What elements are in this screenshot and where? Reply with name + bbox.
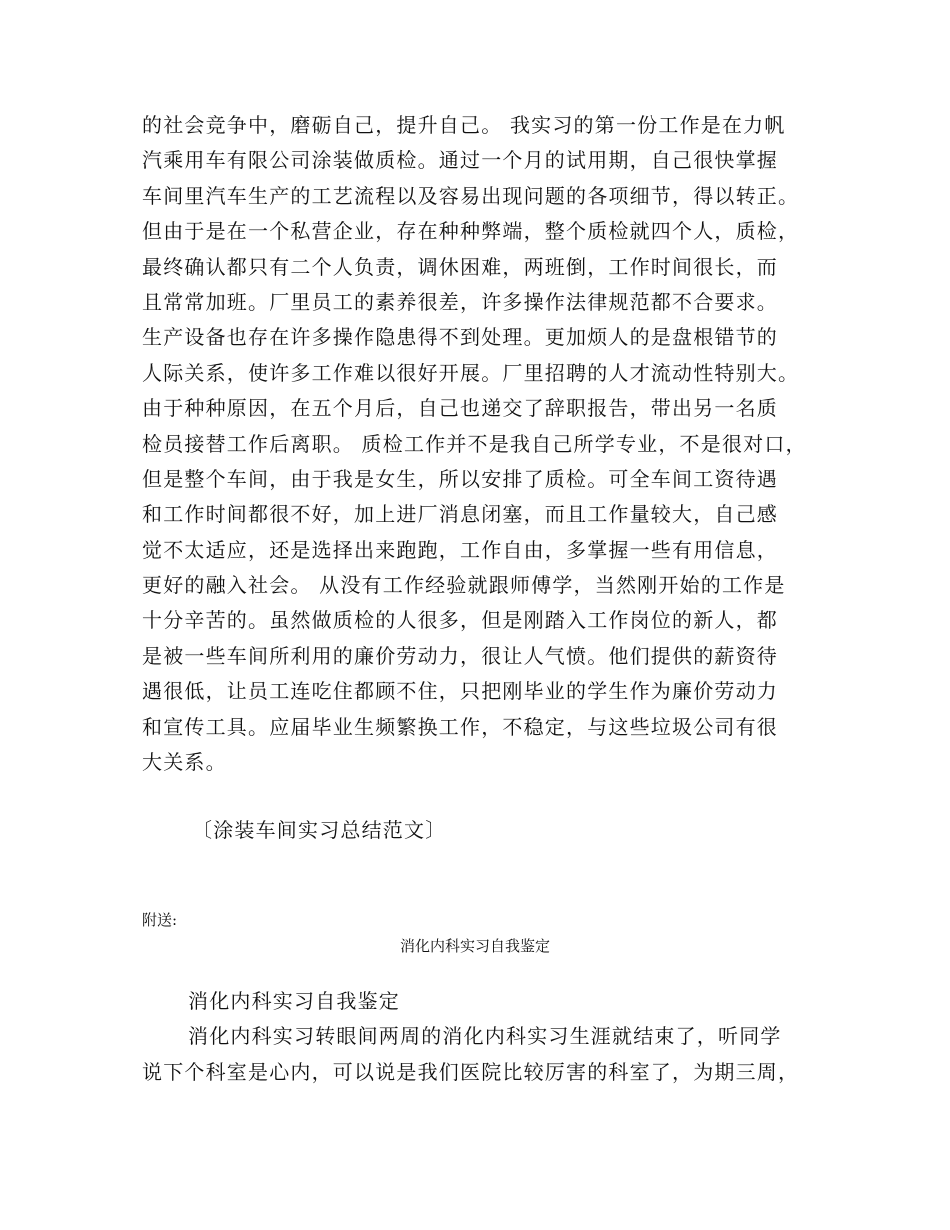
body-line: 人际关系，使许多工作难以很好开展。厂里招聘的人才流动性特别大。 xyxy=(142,360,800,385)
body-line: 十分辛苦的。虽然做质检的人很多，但是刚踏入工作岗位的新人，都 xyxy=(142,608,778,633)
body-line: 生产设备也存在许多操作隐患得不到处理。更加烦人的是盘根错节的 xyxy=(142,325,778,350)
body-text xyxy=(142,108,822,780)
body-line: 且常常加班。厂里员工的素养很差，许多操作法律规范都不合要求。 xyxy=(142,289,778,314)
appendix-line: 消化内科实习转眼间两周的消化内科实习生涯就结束了，听同学 xyxy=(188,1024,782,1049)
body-line: 更好的融入社会。 从没有工作经验就跟师傅学，当然刚开始的工作是 xyxy=(142,573,786,598)
body-line: 最终确认都只有二个人负责，调休困难，两班倒，工作时间很长，而 xyxy=(142,254,778,279)
appendix-line: 说下个科室是心内，可以说是我们医院比较厉害的科室了，为期三周， xyxy=(142,1059,800,1084)
article-caption: 〔涂装车间实习总结范文〕 xyxy=(192,818,447,842)
body-line: 遇很低，让员工连吃住都顾不住，只把刚毕业的学生作为廉价劳动力 xyxy=(142,679,778,704)
body-line: 但是整个车间，由于我是女生，所以安排了质检。可全车间工资待遇 xyxy=(142,466,778,491)
appendix-body xyxy=(142,984,822,1090)
appendix-label: 附送: xyxy=(142,911,178,929)
body-line: 的社会竞争中，磨砺自己，提升自己。 我实习的第一份工作是在力帆 xyxy=(142,113,786,137)
body-line: 和工作时间都很不好，加上进厂消息闭塞，而且工作量较大，自己感 xyxy=(142,502,778,527)
body-line: 检员接替工作后离职。 质检工作并不是我自己所学专业，不是很对口， xyxy=(142,431,807,456)
appendix-title: 消化内科实习自我鉴定 xyxy=(399,937,550,955)
body-line: 和宣传工具。应届毕业生频繁换工作，不稳定，与这些垃圾公司有很 xyxy=(142,714,778,739)
body-line: 由于种种原因，在五个月后，自己也递交了辞职报告，带出另一名质 xyxy=(142,396,778,421)
body-line: 觉不太适应，还是选择出来跑跑，工作自由，多掌握一些有用信息， xyxy=(142,537,778,562)
body-line: 车间里汽车生产的工艺流程以及容易出现问题的各项细节，得以转正。 xyxy=(142,183,800,208)
appendix-heading: 消化内科实习自我鉴定 xyxy=(188,989,400,1013)
body-line: 汽乘用车有限公司涂装做质检。通过一个月的试用期，自己很快掌握 xyxy=(142,148,778,173)
body-line: 是被一些车间所利用的廉价劳动力，很让人气愤。他们提供的薪资待 xyxy=(142,643,778,668)
body-line: 但由于是在一个私营企业，存在种种弊端，整个质检就四个人，质检， xyxy=(142,219,800,244)
body-line: 大关系。 xyxy=(142,750,227,775)
